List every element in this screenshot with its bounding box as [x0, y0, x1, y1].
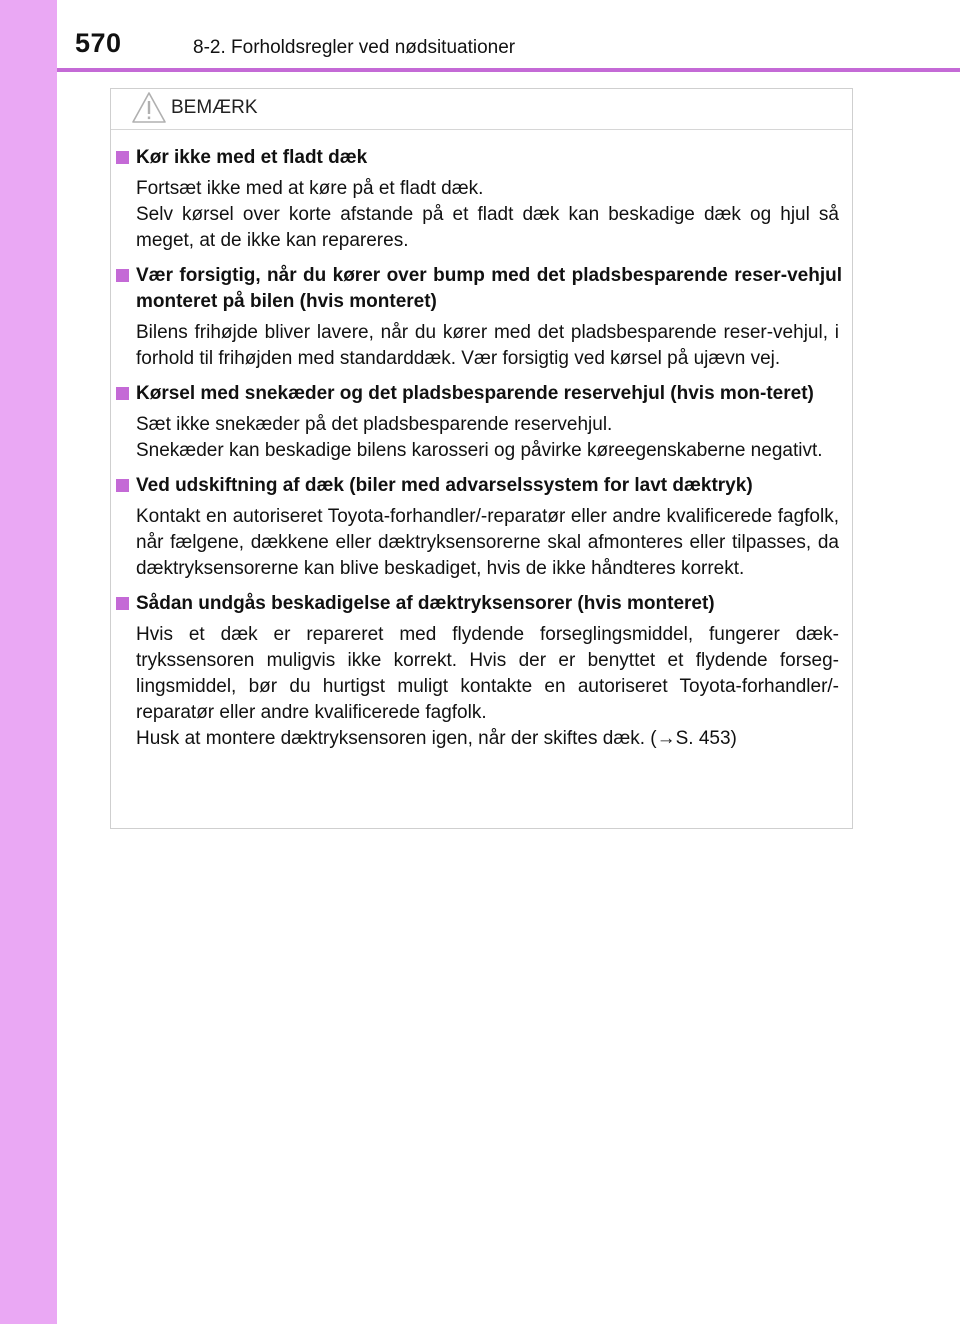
note-header [111, 89, 852, 130]
note-item [111, 473, 854, 582]
note-item [111, 591, 854, 752]
square-bullet-icon [116, 151, 129, 164]
note-item-heading-text: Sådan undgås beskadigelse af dæktryksensorer (hvis monteret) [136, 593, 715, 614]
page-number: 570 [75, 28, 122, 58]
square-bullet-icon [116, 479, 129, 492]
note-item-heading [111, 473, 854, 499]
note-item-heading-text: Kørsel med snekæder og det pladsbesparende reservehjul (hvis mon-teret) [136, 383, 814, 404]
paragraph: Fortsæt ikke med at køre på et fladt dæk. [136, 178, 484, 199]
warning-triangle-icon [131, 91, 167, 124]
square-bullet-icon [116, 597, 129, 610]
note-item-body [111, 176, 854, 254]
note-item-body [111, 504, 854, 582]
note-item [111, 381, 854, 464]
header-divider [57, 68, 960, 72]
square-bullet-icon [116, 387, 129, 400]
chapter-sidebar-tab [0, 0, 57, 1324]
paragraph: Hvis et dæk er repareret med flydende forseglingsmiddel, fungerer dæk-trykssensoren muligvis ikke korrekt. Hvis der er benyttet et flydende forseg-lingsmiddel, bør du hurtigst muligt kontakte en autoriseret Toyota-forhandler/-reparatør eller andre kvalificerede fagfolk. [136, 624, 839, 723]
note-item-heading [111, 263, 854, 315]
note-item [111, 145, 854, 254]
paragraph: Sæt ikke snekæder på det pladsbesparende reservehjul. [136, 414, 613, 435]
note-item-heading [111, 381, 854, 407]
note-item [111, 263, 854, 372]
paragraph: Kontakt en autoriseret Toyota-forhandler/-reparatør eller andre kvalificerede fagfolk, når fælgene, dækkene eller dæktryksensorerne skal afmonteres eller tilpasses, da dæktryksensorerne kan blive beskadiget, hvis de ikke håndteres korrekt. [136, 506, 839, 579]
note-box [110, 88, 853, 829]
note-item-body [111, 412, 854, 464]
note-items [111, 145, 854, 761]
paragraph: Snekæder kan beskadige bilens karosseri og påvirke køreegenskaberne negativt. [136, 440, 823, 461]
paragraph: Bilens frihøjde bliver lavere, når du kører med det pladsbesparende reser-vehjul, i forhold til frihøjden med standarddæk. Vær forsigtig ved kørsel på ujævn vej. [136, 322, 839, 369]
page-reference-paragraph: Husk at montere dæktryksensoren igen, når der skiftes dæk. (→S. 453) [136, 728, 737, 749]
square-bullet-icon [116, 269, 129, 282]
note-item-heading-text: Kør ikke med et fladt dæk [136, 147, 368, 168]
note-item-heading-text: Ved udskiftning af dæk (biler med advarselssystem for lavt dæktryk) [136, 475, 753, 496]
note-item-heading [111, 145, 854, 171]
paragraph: Selv kørsel over korte afstande på et fladt dæk kan beskadige dæk og hjul så meget, at de ikke kan repareres. [136, 204, 839, 251]
note-item-heading-text: Vær forsigtig, når du kører over bump med det pladsbesparende reser-vehjul monteret på bilen (hvis monteret) [136, 265, 842, 312]
note-item-heading [111, 591, 854, 617]
note-item-body [111, 622, 854, 752]
note-item-body [111, 320, 854, 372]
note-label: BEMÆRK [171, 97, 258, 118]
section-title: 8-2. Forholdsregler ved nødsituationer [193, 37, 516, 58]
